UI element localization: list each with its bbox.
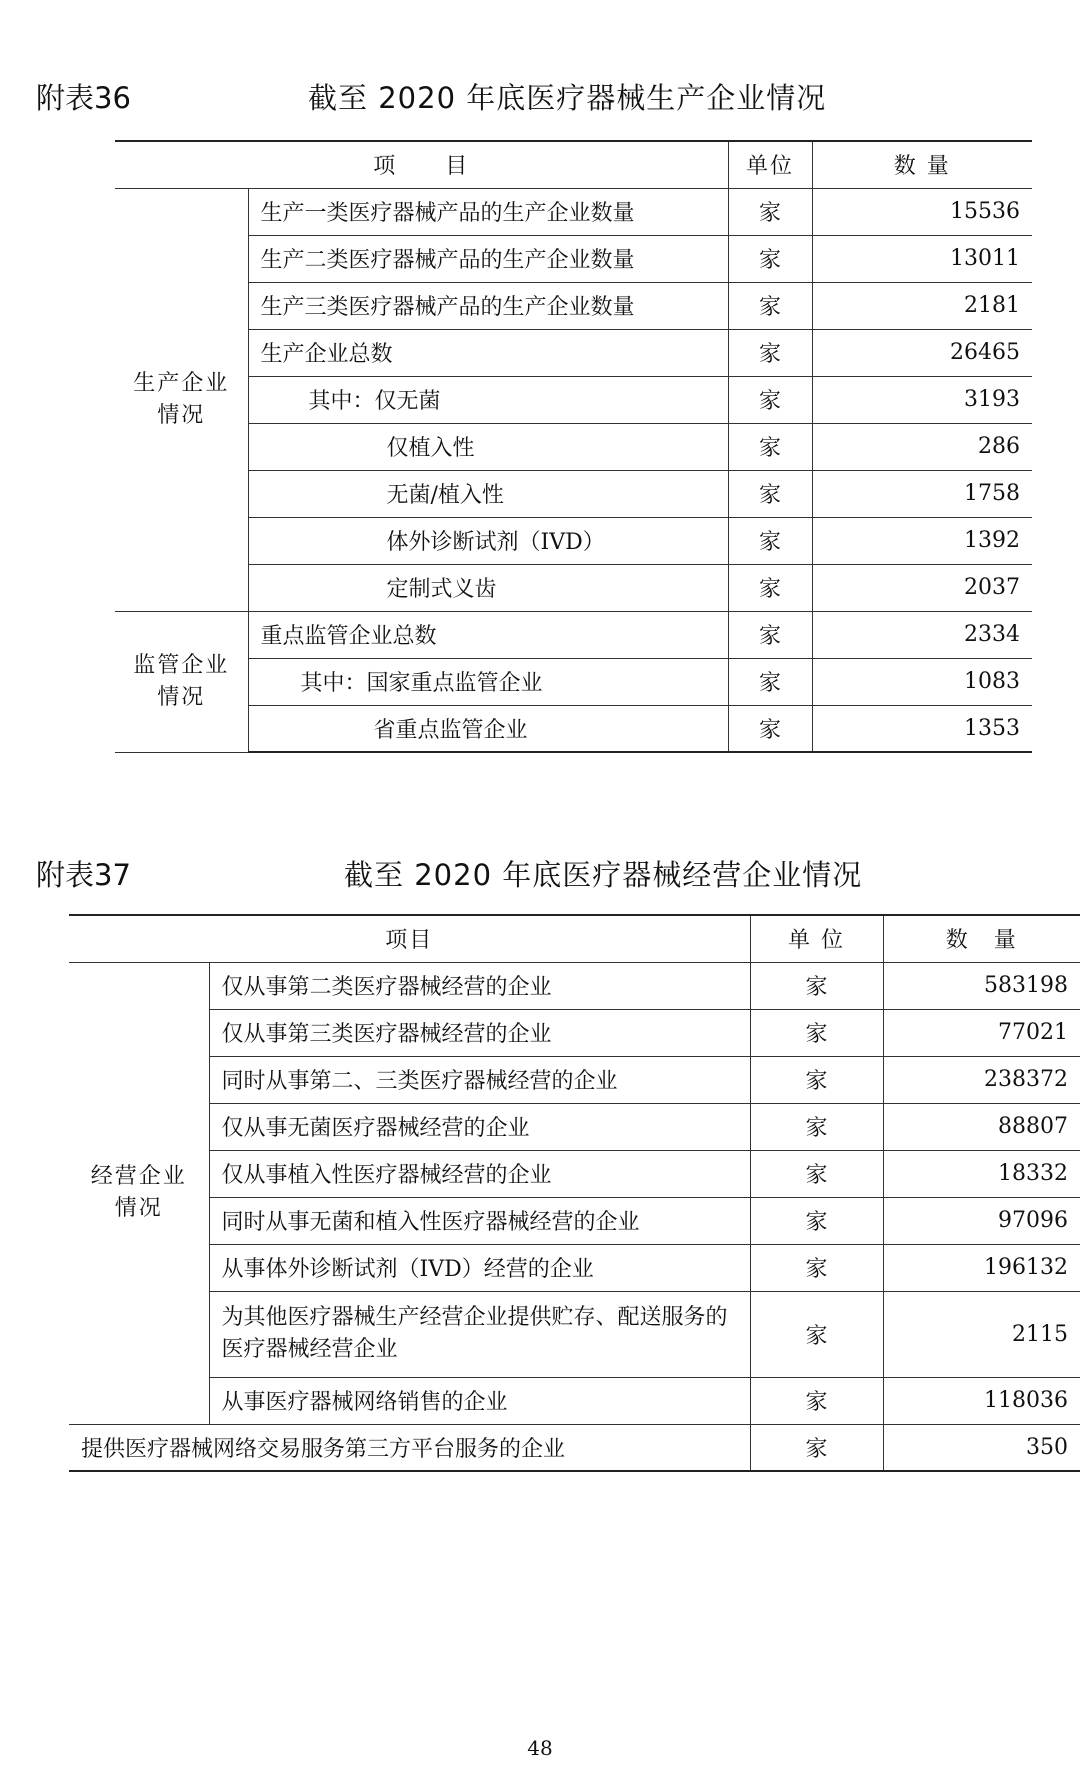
row-qty: 2334 — [812, 611, 1032, 658]
row-qty: 2181 — [812, 282, 1032, 329]
row-unit: 家 — [750, 1197, 883, 1244]
row-item: 仅从事第三类医疗器械经营的企业 — [209, 1009, 750, 1056]
row-unit: 家 — [728, 564, 812, 611]
table-row — [115, 705, 1032, 752]
row-item: 仅从事植入性医疗器械经营的企业 — [209, 1150, 750, 1197]
table-row — [69, 1150, 1080, 1197]
table-row — [115, 470, 1032, 517]
header-qty: 数 量 — [883, 915, 1080, 962]
row-unit: 家 — [750, 1377, 883, 1424]
row-unit: 家 — [728, 517, 812, 564]
table-row — [69, 1197, 1080, 1244]
row-qty: 1353 — [812, 705, 1032, 752]
row-item: 仅植入性 — [248, 423, 728, 470]
row-unit: 家 — [728, 658, 812, 705]
row-item: 同时从事无菌和植入性医疗器械经营的企业 — [209, 1197, 750, 1244]
row-qty: 1758 — [812, 470, 1032, 517]
row-unit: 家 — [728, 329, 812, 376]
row-unit: 家 — [750, 1424, 883, 1471]
row-unit: 家 — [728, 470, 812, 517]
header-unit: 单 位 — [750, 915, 883, 962]
group-production — [115, 188, 248, 611]
table-row — [69, 962, 1080, 1009]
row-unit: 家 — [728, 188, 812, 235]
header-item: 项 目 — [115, 141, 728, 188]
row-qty: 286 — [812, 423, 1032, 470]
row-item: 生产一类医疗器械产品的生产企业数量 — [248, 188, 728, 235]
row-qty: 18332 — [883, 1150, 1080, 1197]
row-item: 省重点监管企业 — [248, 705, 728, 752]
row-qty: 26465 — [812, 329, 1032, 376]
group-supervision — [115, 611, 248, 752]
row-qty: 1392 — [812, 517, 1032, 564]
table-row — [69, 1291, 1080, 1377]
table-row — [115, 329, 1032, 376]
table37-title: 截至 2020 年底医疗器械经营企业情况 — [344, 858, 863, 892]
row-qty: 1083 — [812, 658, 1032, 705]
row-unit: 家 — [750, 1056, 883, 1103]
group-operation — [69, 962, 209, 1424]
table-row — [115, 517, 1032, 564]
table-row — [69, 1009, 1080, 1056]
row-item: 其中：国家重点监管企业 — [248, 658, 728, 705]
row-item: 体外诊断试剂（IVD） — [248, 517, 728, 564]
row-unit: 家 — [750, 962, 883, 1009]
table-header-row — [69, 915, 1080, 962]
row-item: 重点监管企业总数 — [248, 611, 728, 658]
table36 — [115, 140, 1032, 753]
table-row — [69, 1244, 1080, 1291]
table-row — [115, 658, 1032, 705]
table-row — [115, 423, 1032, 470]
row-qty: 88807 — [883, 1103, 1080, 1150]
row-unit: 家 — [750, 1103, 883, 1150]
row-item: 从事医疗器械网络销售的企业 — [209, 1377, 750, 1424]
row-item: 同时从事第二、三类医疗器械经营的企业 — [209, 1056, 750, 1103]
header-item: 项目 — [69, 915, 750, 962]
table36-title: 截至 2020 年底医疗器械生产企业情况 — [308, 81, 827, 115]
row-unit: 家 — [728, 705, 812, 752]
row-qty: 77021 — [883, 1009, 1080, 1056]
group-label: 监管企业情况 — [133, 652, 230, 710]
table-row — [69, 1103, 1080, 1150]
row-qty: 97096 — [883, 1197, 1080, 1244]
row-item: 仅从事第二类医疗器械经营的企业 — [209, 962, 750, 1009]
group-label: 生产企业情况 — [133, 370, 230, 428]
row-unit: 家 — [750, 1244, 883, 1291]
row-qty: 350 — [883, 1424, 1080, 1471]
table36-label: 附表36 — [36, 81, 131, 115]
header-qty: 数 量 — [812, 141, 1032, 188]
row-qty: 118036 — [883, 1377, 1080, 1424]
row-qty: 2115 — [883, 1291, 1080, 1377]
row-item: 仅从事无菌医疗器械经营的企业 — [209, 1103, 750, 1150]
header-unit: 单位 — [728, 141, 812, 188]
row-item: 生产三类医疗器械产品的生产企业数量 — [248, 282, 728, 329]
table37-label: 附表37 — [36, 858, 131, 892]
row-unit: 家 — [750, 1150, 883, 1197]
page-number: 48 — [527, 1736, 553, 1760]
row-qty: 238372 — [883, 1056, 1080, 1103]
table-row — [115, 235, 1032, 282]
row-unit: 家 — [728, 423, 812, 470]
table-row — [69, 1056, 1080, 1103]
row-item: 无菌/植入性 — [248, 470, 728, 517]
row-qty: 583198 — [883, 962, 1080, 1009]
group-label: 经营企业情况 — [90, 1164, 187, 1221]
table-row — [69, 1424, 1080, 1471]
table-header-row — [115, 141, 1032, 188]
row-item: 定制式义齿 — [248, 564, 728, 611]
row-item: 生产二类医疗器械产品的生产企业数量 — [248, 235, 728, 282]
row-item: 为其他医疗器械生产经营企业提供贮存、配送服务的医疗器械经营企业 — [209, 1291, 750, 1377]
row-item: 其中：仅无菌 — [248, 376, 728, 423]
row-item: 提供医疗器械网络交易服务第三方平台服务的企业 — [69, 1424, 750, 1471]
row-qty: 15536 — [812, 188, 1032, 235]
table-row — [115, 611, 1032, 658]
table37 — [69, 914, 1080, 1472]
row-qty: 2037 — [812, 564, 1032, 611]
row-item: 从事体外诊断试剂（IVD）经营的企业 — [209, 1244, 750, 1291]
row-qty: 13011 — [812, 235, 1032, 282]
table-row — [69, 1377, 1080, 1424]
table-row — [115, 376, 1032, 423]
row-item: 生产企业总数 — [248, 329, 728, 376]
row-unit: 家 — [728, 235, 812, 282]
row-unit: 家 — [750, 1291, 883, 1377]
row-unit: 家 — [728, 376, 812, 423]
row-qty: 196132 — [883, 1244, 1080, 1291]
table-row — [115, 282, 1032, 329]
row-unit: 家 — [728, 282, 812, 329]
row-unit: 家 — [750, 1009, 883, 1056]
table-row — [115, 188, 1032, 235]
table-row — [115, 564, 1032, 611]
row-unit: 家 — [728, 611, 812, 658]
row-qty: 3193 — [812, 376, 1032, 423]
